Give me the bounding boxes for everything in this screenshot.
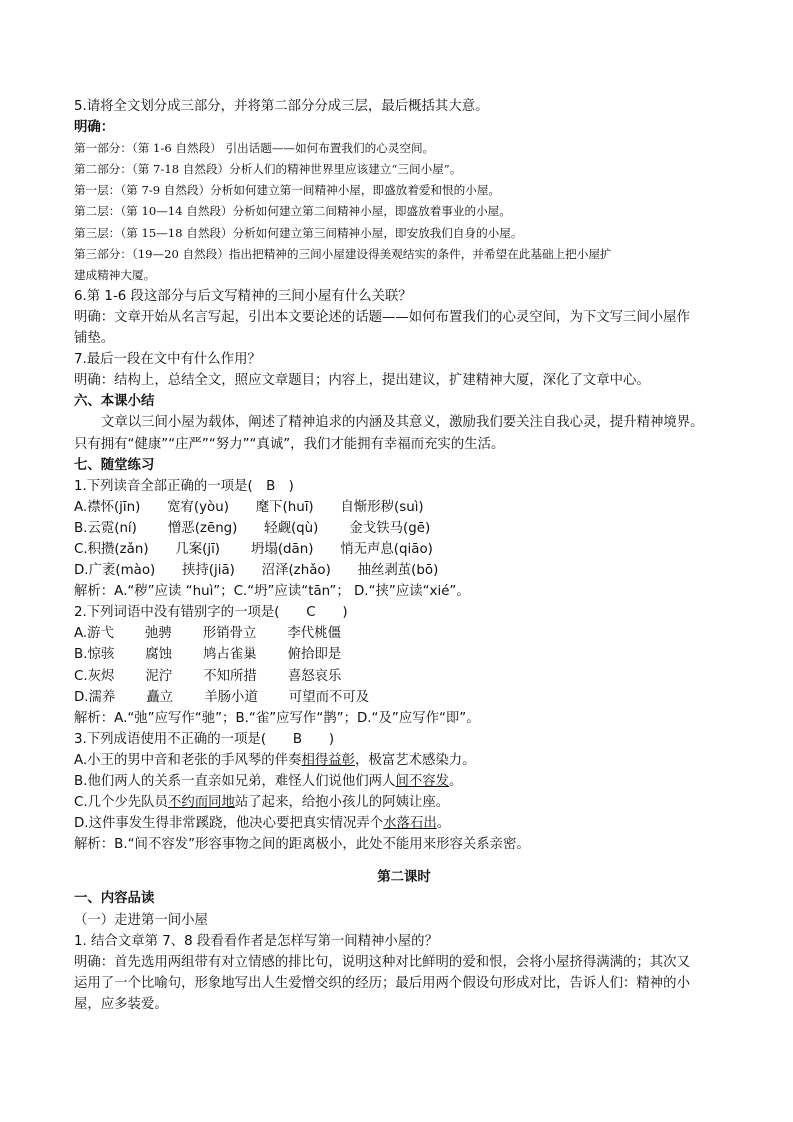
underlined-idiom: 相得益彰 <box>301 752 355 768</box>
lesson-answer-line: 明确：首先选用两组带有对立情感的排比句，说明这种对比鲜明的爱和恨，会将小屋挤得满满的；其次又 <box>74 954 690 970</box>
option-line: A.襟怀(jīn) 宽宥(yòu) 麾下(huī) 自惭形秽(suì) <box>74 499 424 515</box>
option-text: D.这件事发生得非常蹊跷，他决心要把真实情况弄个 <box>74 816 384 832</box>
practice-question-1: 1.下列读音全部正确的一项是( B ) <box>74 478 294 494</box>
practice-heading: 七、随堂练习 <box>74 457 155 473</box>
question-5: 5.请将全文划分成三部分，并将第二部分分成三层，最后概括其大意。 <box>74 99 489 114</box>
option-text: 。 <box>449 774 463 789</box>
explanation: 解析：B.“间不容发”形容事物之间的距离极小，此处不能用来形容关系亲密。 <box>74 837 530 853</box>
answer-6-line: 铺垫。 <box>74 331 115 347</box>
answer-7: 明确：结构上，总结全文，照应文章题目；内容上，提出建议，扩建精神大厦，深化了文章中心。 <box>74 373 650 389</box>
answer-label: 明确： <box>74 120 115 136</box>
option-text: A.小王的男中音和老张的手风琴的伴奏 <box>74 752 302 768</box>
option-line: D.广袤(mào) 挟持(jiā) 沼泽(zhǎo) 抽丝剥茧(bō) <box>74 563 439 579</box>
practice-question-3: 3.下列成语使用不正确的一项是( B ) <box>74 731 335 747</box>
option-line: B.惊骇 腐蚀 鸠占雀巢 俯拾即是 <box>74 647 342 663</box>
lesson-answer-line: 运用了一个比喻句，形象地写出人生爱憎交织的经历；最后用两个假设句形成对比，告诉人们：精神的小 <box>74 975 690 991</box>
question-7: 7.最后一段在文中有什么作用？ <box>74 352 261 368</box>
outline-line: 第三部分：（19—20 自然段）指出把精神的三间小屋建设得美观结实的条件，并希望在此基础上把小屋扩 <box>74 246 612 261</box>
option-line <box>74 750 734 771</box>
option-line <box>74 813 734 834</box>
option-text: ，极富艺术感染力。 <box>355 752 476 768</box>
document-page <box>74 96 734 1015</box>
outline-line: 第一层：（第 7-9 自然段）分析如何建立第一间精神小屋，即盛放着爱和恨的小屋。 <box>74 183 501 198</box>
option-line <box>74 792 734 813</box>
option-line: C.灰烬 泥泞 不知所措 喜怒哀乐 <box>74 668 342 684</box>
option-text: C.几个少先队员 <box>74 795 168 811</box>
lesson-question-1: 1. 结合文章第 7、8 段看看作者是怎样写第一间精神小屋的？ <box>74 933 438 949</box>
explanation: 解析：A.“弛”应写作“驰”；B.“雀”应写作“鹊”；D.“及”应写作“即”。 <box>74 710 480 726</box>
underlined-idiom: 不约而同地 <box>167 795 235 811</box>
subsection-title: （一）走进第一间小屋 <box>74 912 208 928</box>
outline-line: 第二层：（第 10—14 自然段）分析如何建立第二间精神小屋，即盛放着事业的小屋。 <box>74 204 511 219</box>
underlined-idiom: 间不容发 <box>395 774 449 789</box>
practice-question-2: 2.下列词语中没有错别字的一项是( C ) <box>74 605 348 621</box>
option-line: D.濡养 矗立 羊肠小道 可望而不可及 <box>74 689 370 705</box>
underlined-idiom: 水落石出 <box>383 816 437 832</box>
outline-line: 第一部分：（第 1-6 自然段） 引出话题——如何布置我们的心灵空间。 <box>74 141 435 156</box>
lesson-answer-line: 屋，应多装爱。 <box>74 996 168 1012</box>
option-text: B.他们两人的关系一直亲如兄弟，难怪人们说他们两人 <box>74 774 396 789</box>
explanation: 解析：A.“秽”应读 “huì”；C.“坍”应读“tān”； D.“挟”应读“xié”。 <box>74 584 470 600</box>
summary-heading: 六、本课小结 <box>74 394 155 410</box>
option-line: C.积攒(zǎn) 几案(jī) 坍塌(dān) 悄无声息(qiāo) <box>74 541 433 557</box>
outline-line: 第二部分：（第 7-18 自然段）分析人们的精神世界里应该建立“三间小屋”。 <box>74 162 462 177</box>
content-heading: 一、内容品读 <box>74 891 155 907</box>
answer-6-line: 明确：文章开始从名言写起，引出本文要论述的话题——如何布置我们的心灵空间，为下文写三间小屋作 <box>74 309 690 325</box>
option-line: B.云霓(ní) 憎恶(zēng) 轻觑(qù) 金戈铁马(gē) <box>74 520 431 536</box>
summary-text: 文章以三间小屋为载体，阐述了精神追求的内涵及其意义，激励我们要关注自我心灵，提升精神境界。 <box>101 415 704 431</box>
summary-text: 只有拥有“健康”“庄严”“努力”“真诚”，我们才能拥有幸福而充实的生活。 <box>74 436 505 452</box>
option-line: A.游弋 弛骋 形销骨立 李代桃僵 <box>74 626 341 642</box>
option-text: 。 <box>436 816 451 832</box>
outline-line: 第三层：（第 15—18 自然段）分析如何建立第三间精神小屋，即安放我们自身的小屋。 <box>74 225 523 240</box>
option-line <box>74 771 734 792</box>
lesson-title: 第二课时 <box>377 870 431 886</box>
question-6: 6.第 1-6 段这部分与后文写精神的三间小屋有什么关联？ <box>74 288 412 304</box>
outline-line: 建成精神大厦。 <box>74 267 156 282</box>
option-text: 站了起来，给抱小孩儿的阿姨让座。 <box>234 795 450 811</box>
